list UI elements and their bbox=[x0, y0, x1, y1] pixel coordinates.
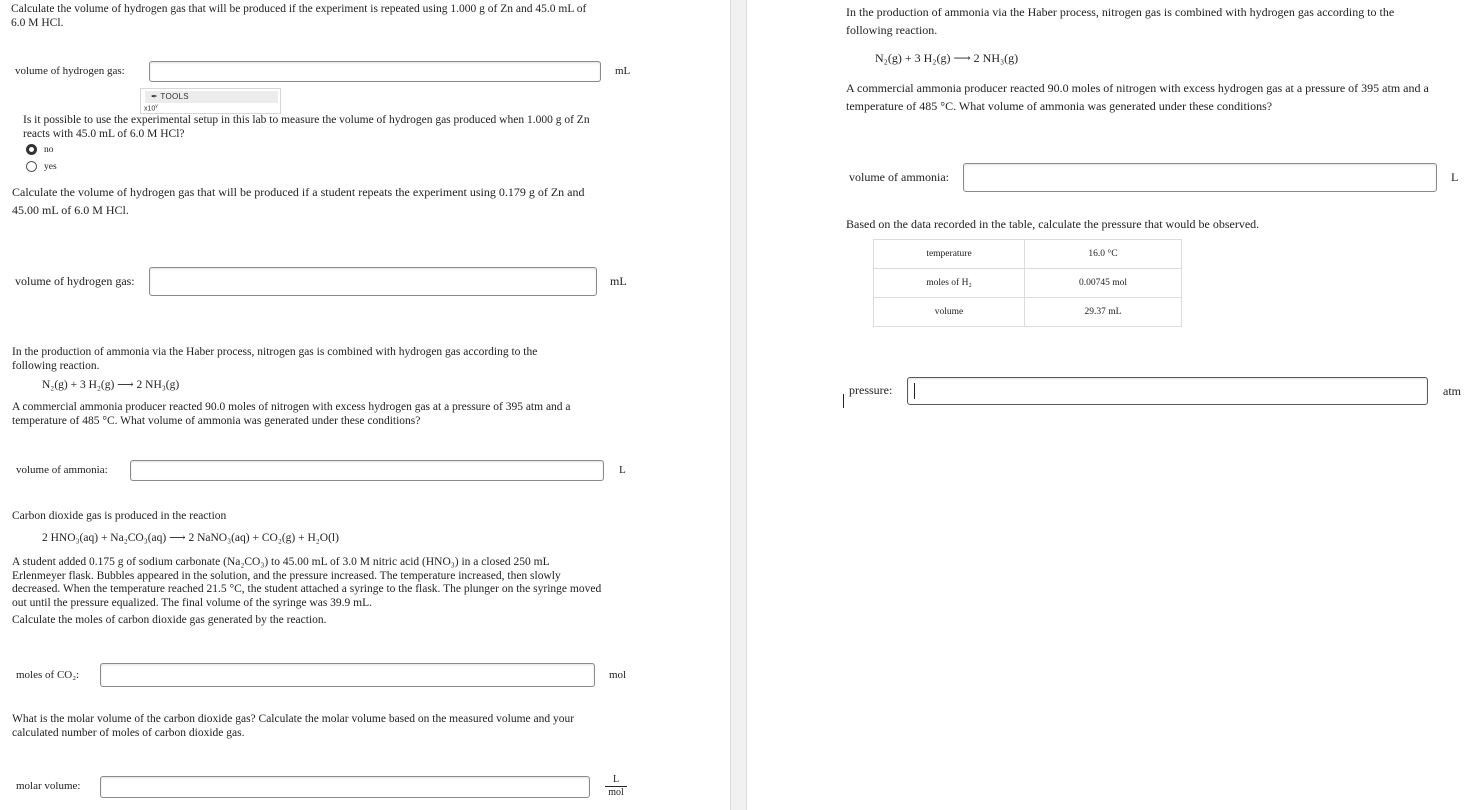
q4-ammonia-input[interactable] bbox=[130, 460, 604, 481]
q1-unit: mL bbox=[615, 65, 631, 77]
q2-prompt-line1: Is it possible to use the experimental setup in this lab to measure the volume of hydrogen gas produced when 1.000 g of Zn bbox=[23, 114, 590, 126]
x10-exp: y bbox=[155, 104, 158, 109]
q1-prompt bbox=[11, 3, 586, 30]
radio-no[interactable] bbox=[26, 144, 37, 155]
q5-label: moles of CO₂: bbox=[16, 669, 80, 681]
r1-label: volume of ammonia: bbox=[849, 170, 949, 184]
q5-prompt-line3: Erlenmeyer flask. Bubbles appeared in the solution, and the pressure increased. The temperature increased, then slowly bbox=[12, 569, 561, 582]
q4-prompt-line3: A commercial ammonia producer reacted 90.0 moles of nitrogen with excess hydrogen gas at a pressure of 395 atm and a bbox=[12, 401, 571, 413]
table-cell-value: 0.00745 mol bbox=[1025, 269, 1182, 298]
tools-popup[interactable] bbox=[140, 88, 281, 114]
q5-prompt-line4: decreased. When the temperature reached 21.5 °C, the student attached a syringe to the flask. The plunger on the syringe moved bbox=[12, 583, 602, 595]
q2-prompt-line2: reacts with 45.0 mL of 6.0 M HCl? bbox=[23, 127, 185, 140]
q5-prompt-intro: Carbon dioxide gas is produced in the reaction bbox=[12, 510, 227, 522]
q5-prompt-line2: A student added 0.175 g of sodium carbonate (Na₂CO₃) to 45.00 mL of 3.0 M nitric acid (HNO₃) in a closed 250 mL bbox=[12, 556, 550, 568]
q4-prompt bbox=[12, 346, 537, 373]
q6-prompt bbox=[12, 713, 574, 740]
q5-prompt-line5: out until the pressure equalized. The final volume of the syringe was 39.9 mL. bbox=[12, 596, 373, 609]
q4-prompt-line4: temperature of 485 °C. What volume of ammonia was generated under these conditions? bbox=[12, 414, 421, 427]
q4-prompt-b bbox=[12, 401, 571, 428]
x10-label: x10 bbox=[144, 105, 156, 113]
q3-prompt-line1: Calculate the volume of hydrogen gas that will be produced if a student repeats the experiment using 0.179 g of Zn and bbox=[12, 185, 585, 199]
r1-ammonia-input[interactable] bbox=[963, 163, 1437, 192]
right-pane bbox=[747, 0, 1476, 810]
q5-equation: 2 HNO₃(aq) + Na₂CO₃(aq) ⟶ 2 NaNO₃(aq) + CO₂(g) + H₂O(l) bbox=[42, 532, 339, 544]
r2-label: pressure: bbox=[849, 383, 893, 397]
r1-unit: L bbox=[1451, 170, 1459, 184]
q3-prompt bbox=[12, 183, 585, 219]
table-cell-value: 29.37 mL bbox=[1025, 298, 1182, 327]
q3-label: volume of hydrogen gas: bbox=[15, 274, 135, 288]
q6-unit-fraction bbox=[605, 774, 627, 799]
q3-volume-input[interactable] bbox=[149, 267, 597, 296]
left-pane bbox=[0, 0, 730, 810]
tools-bar[interactable] bbox=[145, 91, 278, 103]
q6-molar-volume-input[interactable] bbox=[100, 776, 590, 798]
r2-unit: atm bbox=[1443, 384, 1461, 398]
q5-prompt bbox=[12, 556, 601, 610]
q1-volume-input[interactable] bbox=[149, 61, 601, 82]
data-table bbox=[873, 239, 1182, 327]
radio-yes[interactable] bbox=[26, 161, 37, 172]
q4-label: volume of ammonia: bbox=[16, 464, 108, 476]
q6-unit-den: mol bbox=[608, 787, 624, 798]
table-cell-label: temperature bbox=[874, 240, 1025, 269]
q6-unit-num: L bbox=[605, 774, 627, 787]
q3-unit: mL bbox=[610, 274, 627, 288]
r1-prompt-line2: following reaction. bbox=[846, 23, 938, 37]
table-cell-label: volume bbox=[874, 298, 1025, 327]
q4-equation: N₂(g) + 3 H₂(g) ⟶ 2 NH₃(g) bbox=[42, 379, 180, 391]
q5-moles-input[interactable] bbox=[100, 663, 595, 687]
r2-pressure-input[interactable] bbox=[907, 377, 1428, 405]
q4-prompt-line1: In the production of ammonia via the Haber process, nitrogen gas is combined with hydrogen gas according to the bbox=[12, 346, 538, 358]
q3-prompt-line2: 45.00 mL of 6.0 M HCl. bbox=[12, 203, 129, 217]
input-caret bbox=[914, 383, 915, 399]
tools-label: TOOLS bbox=[160, 92, 189, 101]
r1-equation: N₂(g) + 3 H₂(g) ⟶ 2 NH₃(g) bbox=[875, 51, 1019, 65]
pane-divider[interactable] bbox=[730, 0, 747, 810]
q4-prompt-line2: following reaction. bbox=[12, 359, 100, 372]
r1-prompt-line4: temperature of 485 °C. What volume of ammonia was generated under these conditions? bbox=[846, 99, 1273, 113]
r1-prompt-b bbox=[846, 79, 1429, 115]
q6-prompt-line1: What is the molar volume of the carbon dioxide gas? Calculate the molar volume based on the measured volume and your bbox=[12, 713, 575, 725]
radio-no-label: no bbox=[44, 145, 54, 155]
text-cursor bbox=[843, 394, 844, 408]
q5-unit: mol bbox=[609, 669, 627, 681]
table-row bbox=[874, 298, 1182, 327]
q4-unit: L bbox=[619, 464, 626, 476]
q6-prompt-line2: calculated number of moles of carbon dioxide gas. bbox=[12, 726, 245, 739]
table-row bbox=[874, 269, 1182, 298]
q5-prompt-line6: Calculate the moles of carbon dioxide gas generated by the reaction. bbox=[12, 614, 327, 626]
q6-label: molar volume: bbox=[16, 780, 81, 792]
table-cell-value: 16.0 °C bbox=[1025, 240, 1182, 269]
r1-prompt-line3: A commercial ammonia producer reacted 90.0 moles of nitrogen with excess hydrogen gas at a pressure of 395 atm and a bbox=[846, 81, 1429, 95]
table-cell-label: moles of H₂ bbox=[874, 269, 1025, 298]
wrench-icon: ✒ bbox=[151, 92, 159, 101]
r1-prompt bbox=[846, 3, 1394, 39]
q2-prompt bbox=[23, 114, 590, 141]
q1-prompt-line2: 6.0 M HCl. bbox=[11, 16, 64, 29]
radio-yes-label: yes bbox=[44, 162, 57, 172]
table-row bbox=[874, 240, 1182, 269]
x10-button[interactable] bbox=[144, 104, 158, 112]
q1-label: volume of hydrogen gas: bbox=[15, 65, 125, 77]
r1-prompt-line1: In the production of ammonia via the Haber process, nitrogen gas is combined with hydrogen gas according to the bbox=[846, 5, 1395, 19]
q1-prompt-line1: Calculate the volume of hydrogen gas that will be produced if the experiment is repeated using 1.000 g of Zn and 45.0 mL of bbox=[11, 3, 587, 15]
r2-prompt: Based on the data recorded in the table, calculate the pressure that would be observed. bbox=[846, 217, 1260, 231]
